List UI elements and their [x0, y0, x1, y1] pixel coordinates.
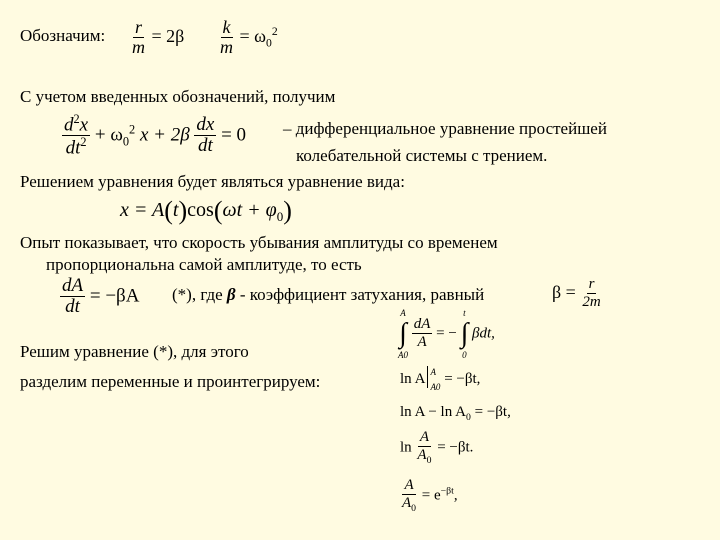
eq-r-over-m: $\frac{r}{m}$ = 2β	[132, 17, 185, 57]
text-solve-1: Решим уравнение (*), для этого	[20, 342, 249, 361]
text-experiment-2: пропорциональна самой амплитуде, то есть	[46, 255, 362, 274]
step-ln-difference: $\ln A - \ln A_0 = -\beta t$,	[400, 404, 511, 423]
eq-dA-dt: $\frac{dA}{dt}$ = −βA	[62, 275, 140, 317]
eq-star-tail: (*), где β - коэффициент затухания, равный	[172, 285, 485, 304]
eq-differential: $\frac{d^2x}{dt^2}$ + $\omega_0^2$ x + 2β $\frac{dx}{dt}$ = 0	[64, 112, 247, 159]
text-solution-form: Решением уравнения будет являться уравнение вида:	[20, 172, 405, 191]
text-with-notation: С учетом введенных обозначений, получим	[20, 87, 336, 106]
eq-k-over-m: $\frac{k}{m}$ = $\omega_0^2$	[220, 17, 278, 57]
eq-solution: $x = A(t)\cos(\omega t + \varphi_0)$	[120, 196, 292, 225]
step-ln-bounds: ln A A A0 = −βt,	[400, 366, 481, 392]
step-ln-ratio: ln $\frac{A}{A_0}$ = −βt.	[400, 429, 474, 466]
label-oboznachim: Обозначим:	[20, 26, 106, 45]
step-exponential: $\frac{A}{A_0}$ = $e^{-\beta t}$,	[402, 477, 458, 514]
step-integral: A ∫ A0 $\frac{dA}{A}$ = − t ∫ 0 βdt,	[398, 308, 495, 360]
text-solve-2: разделим переменные и проинтегрируем:	[20, 372, 321, 391]
eq-beta-def: β = $\frac{r}{2m}$	[552, 276, 601, 310]
desc-diff-eq-1: – дифференциальное уравнение простейшей	[283, 119, 607, 138]
text-experiment-1: Опыт показывает, что скорость убывания амплитуды со временем	[20, 233, 498, 252]
desc-diff-eq-2: колебательной системы с трением.	[296, 146, 548, 165]
